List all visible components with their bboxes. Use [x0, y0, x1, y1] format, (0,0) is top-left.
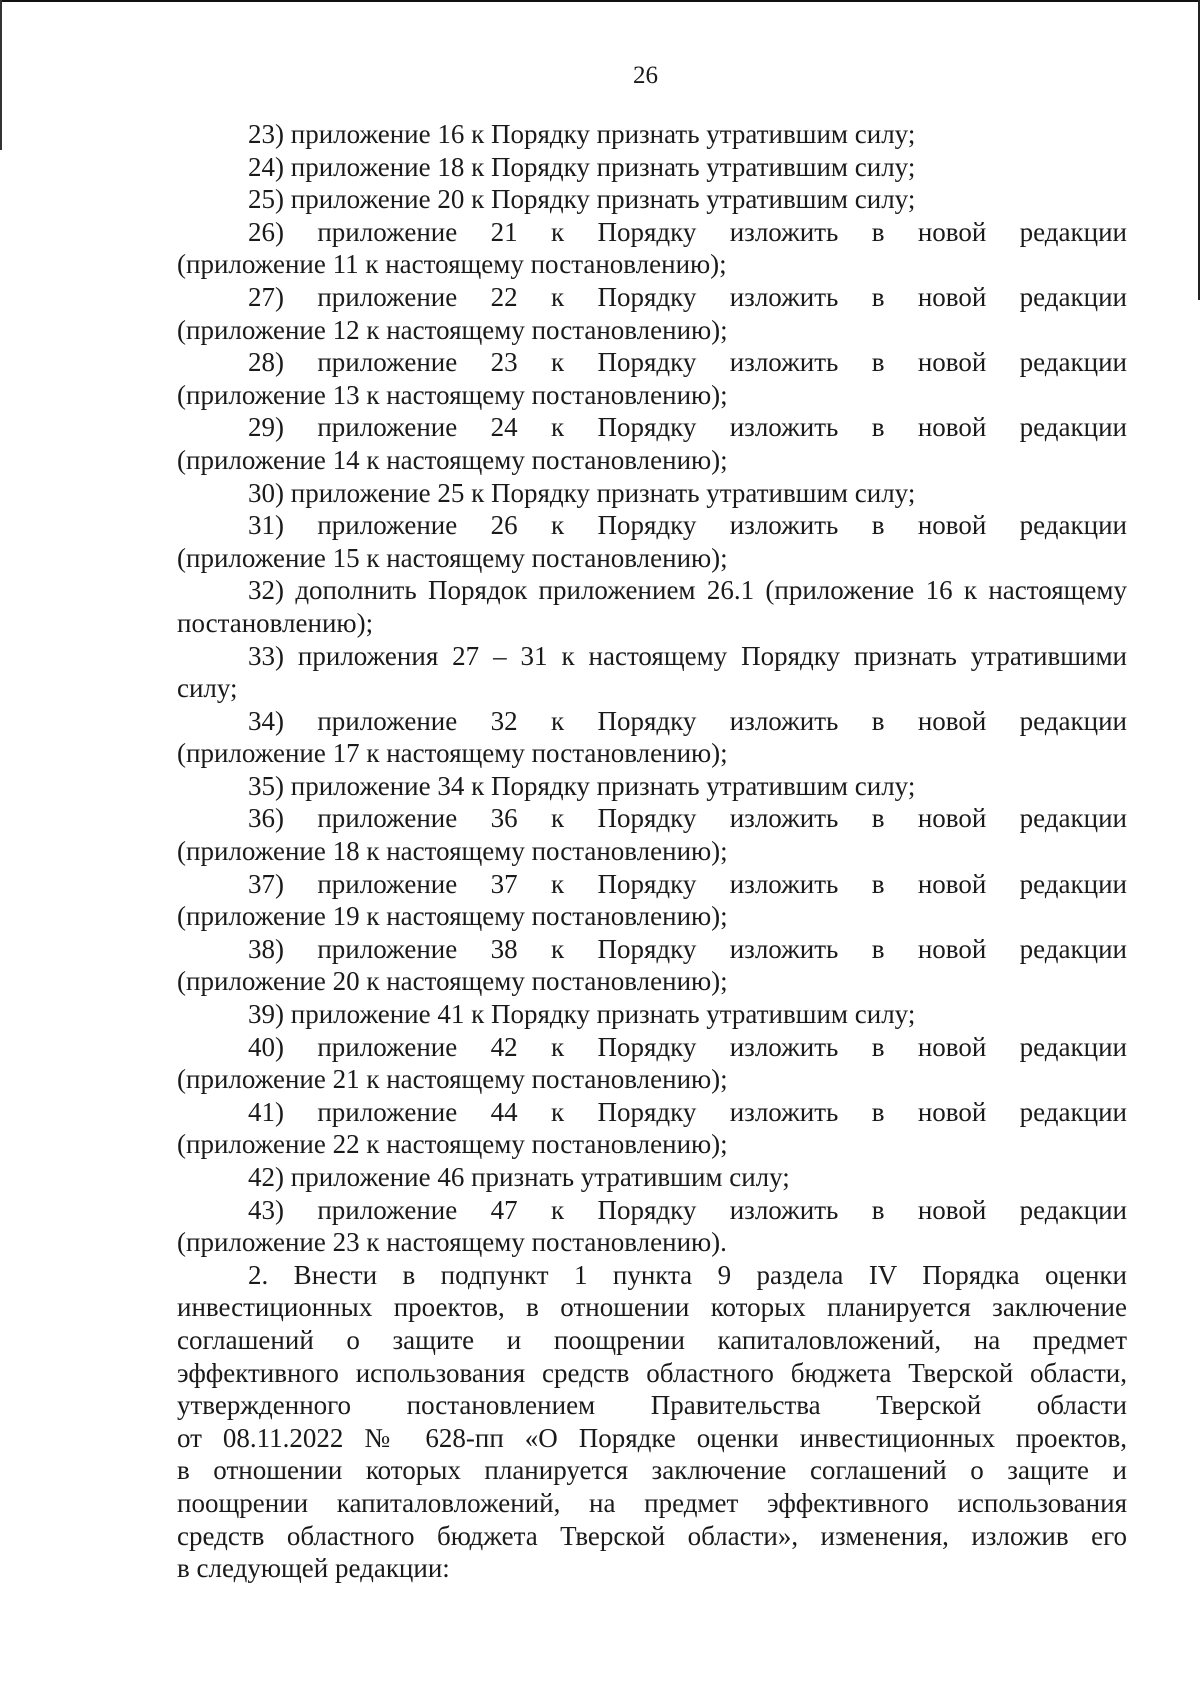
- text-line: 28) приложение 23 к Порядку изложить в новой редакции: [248, 347, 1127, 378]
- text-line: (приложение 17 к настоящему постановлению);: [177, 738, 728, 769]
- text-line: в следующей редакции:: [177, 1553, 450, 1584]
- text-line: силу;: [177, 673, 238, 704]
- text-line: 29) приложение 24 к Порядку изложить в новой редакции: [248, 412, 1127, 443]
- text-line: (приложение 13 к настоящему постановлению);: [177, 379, 728, 410]
- text-line: (приложение 23 к настоящему постановлению).: [177, 1227, 727, 1258]
- text-line: 27) приложение 22 к Порядку изложить в новой редакции: [248, 281, 1127, 312]
- text-line: (приложение 21 к настоящему постановлению);: [177, 1064, 728, 1095]
- text-line: (приложение 18 к настоящему постановлению);: [177, 836, 728, 867]
- text-line: 30) приложение 25 к Порядку признать утратившим силу;: [248, 477, 916, 508]
- text-line: 31) приложение 26 к Порядку изложить в новой редакции: [248, 510, 1127, 541]
- page-number: 26: [633, 62, 658, 89]
- text-line: (приложение 12 к настоящему постановлению);: [177, 314, 728, 345]
- text-line: 36) приложение 36 к Порядку изложить в новой редакции: [248, 803, 1127, 834]
- scan-edge-left: [0, 0, 2, 150]
- text-line: утвержденного постановлением Правительства Тверской области: [177, 1390, 1127, 1421]
- text-line: от 08.11.2022 № 628-пп «О Порядке оценки инвестиционных проектов,: [177, 1422, 1127, 1453]
- text-line: (приложение 20 к настоящему постановлению);: [177, 966, 728, 997]
- text-line: (приложение 14 к настоящему постановлению);: [177, 444, 728, 475]
- text-line: (приложение 19 к настоящему постановлению);: [177, 901, 728, 932]
- text-line: соглашений о защите и поощрении капиталовложений, на предмет: [177, 1324, 1127, 1355]
- text-line: в отношении которых планируется заключение соглашений о защите и: [177, 1455, 1127, 1486]
- scan-edge-top: [0, 0, 1200, 2]
- text-line: 38) приложение 38 к Порядку изложить в новой редакции: [248, 933, 1127, 964]
- text-line: 40) приложение 42 к Порядку изложить в новой редакции: [248, 1031, 1127, 1062]
- text-line: 43) приложение 47 к Порядку изложить в новой редакции: [248, 1194, 1127, 1225]
- text-line: поощрении капиталовложений, на предмет эффективного использования: [177, 1487, 1127, 1518]
- text-line: (приложение 11 к настоящему постановлению);: [177, 249, 727, 280]
- text-line: постановлению);: [177, 607, 374, 638]
- text-line: 37) приложение 37 к Порядку изложить в новой редакции: [248, 868, 1127, 899]
- text-line: 41) приложение 44 к Порядку изложить в новой редакции: [248, 1096, 1127, 1127]
- text-line: 32) дополнить Порядок приложением 26.1 (приложение 16 к настоящему: [248, 575, 1127, 606]
- text-line: 2. Внести в подпункт 1 пункта 9 раздела IV Порядка оценки: [248, 1259, 1127, 1290]
- text-line: 39) приложение 41 к Порядку признать утратившим силу;: [248, 999, 916, 1030]
- text-line: 23) приложение 16 к Порядку признать утратившим силу;: [248, 119, 916, 149]
- text-line: (приложение 15 к настоящему постановлению);: [177, 542, 728, 573]
- text-line: 35) приложение 34 к Порядку признать утратившим силу;: [248, 770, 916, 801]
- text-line: 34) приложение 32 к Порядку изложить в новой редакции: [248, 705, 1127, 736]
- text-line: инвестиционных проектов, в отношении которых планируется заключение: [177, 1292, 1127, 1323]
- text-line: 42) приложение 46 признать утратившим силу;: [248, 1162, 790, 1192]
- text-line: 25) приложение 20 к Порядку признать утратившим силу;: [248, 184, 916, 215]
- text-line: (приложение 22 к настоящему постановлению);: [177, 1129, 728, 1160]
- text-line: эффективного использования средств областного бюджета Тверской области,: [177, 1357, 1127, 1388]
- text-line: средств областного бюджета Тверской области», изменения, изложив его: [177, 1520, 1127, 1551]
- text-line: 24) приложение 18 к Порядку признать утратившим силу;: [248, 151, 916, 182]
- text-line: 26) приложение 21 к Порядку изложить в новой редакции: [248, 216, 1127, 247]
- text-line: 33) приложения 27 – 31 к настоящему Порядку признать утратившими: [248, 640, 1127, 671]
- document-body: [177, 118, 1127, 1585]
